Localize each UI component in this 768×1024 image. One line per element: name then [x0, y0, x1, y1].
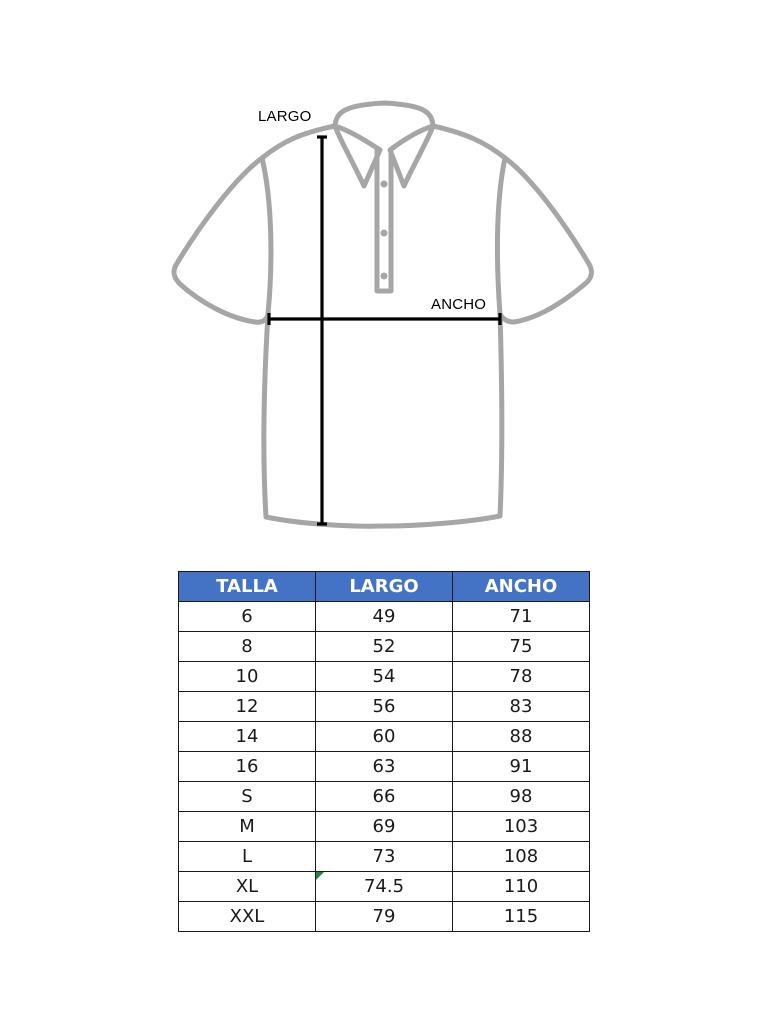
largo-cell: 73: [316, 842, 453, 872]
ancho-cell: 108: [453, 842, 590, 872]
ancho-cell: 75: [453, 632, 590, 662]
talla-cell: M: [179, 812, 316, 842]
largo-cell: 63: [316, 752, 453, 782]
ancho-cell: 115: [453, 902, 590, 932]
talla-cell: 12: [179, 692, 316, 722]
ancho-cell: 91: [453, 752, 590, 782]
talla-cell: XL: [179, 872, 316, 902]
ancho-cell: 71: [453, 602, 590, 632]
talla-cell: S: [179, 782, 316, 812]
ancho-cell: 78: [453, 662, 590, 692]
ancho-cell: 110: [453, 872, 590, 902]
header-talla: TALLA: [179, 572, 316, 602]
table-row: [179, 782, 590, 812]
largo-label: LARGO: [258, 108, 312, 125]
header-row: [179, 572, 590, 602]
table-row: [179, 812, 590, 842]
header-ancho: ANCHO: [453, 572, 590, 602]
largo-measure-line: [317, 137, 327, 524]
largo-cell: 69: [316, 812, 453, 842]
ancho-measure-line: [269, 313, 500, 325]
ancho-cell: 103: [453, 812, 590, 842]
ancho-label: ANCHO: [431, 296, 487, 313]
table-row: [179, 902, 590, 932]
button-icon: [381, 181, 388, 188]
ancho-cell: 83: [453, 692, 590, 722]
talla-cell: 16: [179, 752, 316, 782]
table-row: [179, 842, 590, 872]
header-largo: LARGO: [316, 572, 453, 602]
size-chart-header: [179, 572, 590, 602]
largo-cell: 56: [316, 692, 453, 722]
largo-cell: 66: [316, 782, 453, 812]
button-icon: [381, 230, 388, 237]
table-row: [179, 872, 590, 902]
table-row: [179, 752, 590, 782]
ancho-cell: 98: [453, 782, 590, 812]
table-row: [179, 602, 590, 632]
talla-cell: L: [179, 842, 316, 872]
table-row: [179, 722, 590, 752]
largo-cell: 74.5: [316, 872, 453, 902]
ancho-cell: 88: [453, 722, 590, 752]
largo-cell: 79: [316, 902, 453, 932]
talla-cell: 8: [179, 632, 316, 662]
button-icon: [381, 273, 388, 280]
largo-cell: 60: [316, 722, 453, 752]
size-chart-table: [178, 571, 590, 932]
largo-cell: 52: [316, 632, 453, 662]
talla-cell: XXL: [179, 902, 316, 932]
talla-cell: 14: [179, 722, 316, 752]
shirt-outline: [174, 103, 591, 526]
cell-indicator-icon: [316, 872, 324, 880]
table-row: [179, 632, 590, 662]
placket-buttons: [381, 181, 388, 280]
table-row: [179, 692, 590, 722]
talla-cell: 6: [179, 602, 316, 632]
largo-cell: 54: [316, 662, 453, 692]
talla-cell: 10: [179, 662, 316, 692]
largo-cell: 49: [316, 602, 453, 632]
size-chart-body: [179, 602, 590, 932]
table-row: [179, 662, 590, 692]
